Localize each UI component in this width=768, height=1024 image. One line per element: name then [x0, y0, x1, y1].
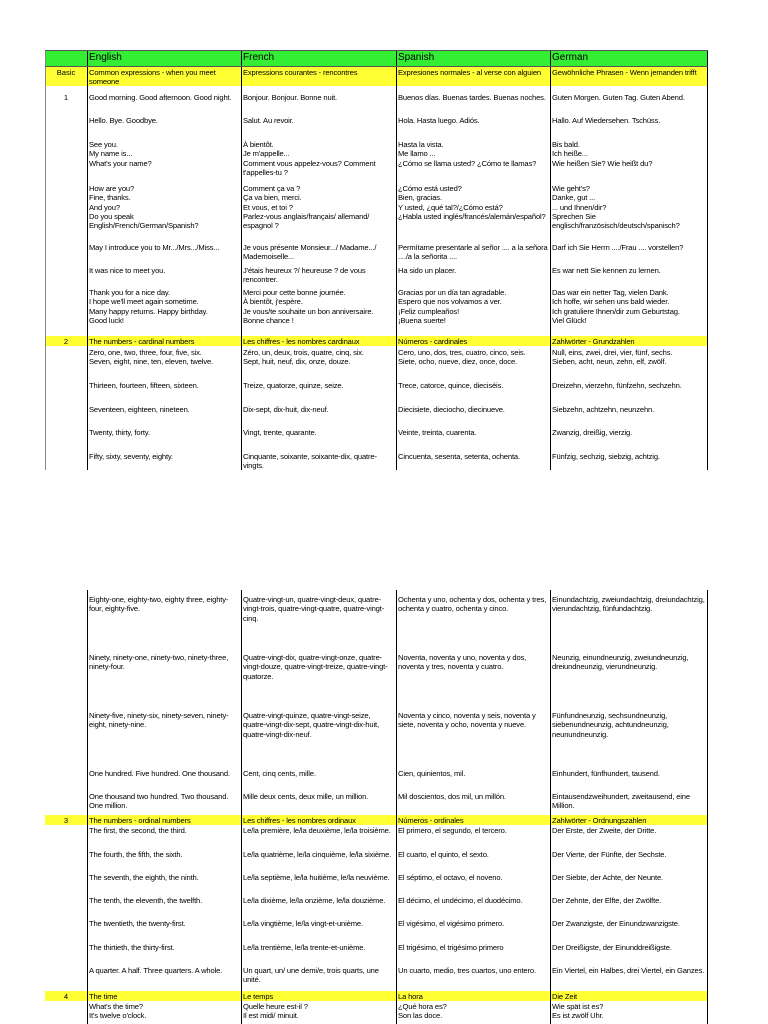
cell-es: El trigésimo, el trigésimo primero — [398, 943, 504, 952]
cell-de: Zwanzig, dreißig, vierzig. — [552, 428, 633, 437]
header-german: German — [552, 52, 589, 63]
cell-fr: Le/la dixième, le/la onzième, le/la douzième. — [243, 896, 386, 905]
cell-en: The tenth, the eleventh, the twelfth. — [89, 896, 203, 905]
cell-en: What's the time? It's twelve o'clock. — [89, 1002, 147, 1021]
cell-fr: Salut. Au revoir. — [243, 116, 294, 125]
cell-de: Einhundert, fünfhundert, tausend. — [552, 769, 660, 778]
section-number: 4 — [63, 992, 69, 1001]
section-header-de: Zahlwörter - Ordnungszahlen — [552, 816, 647, 825]
section-header-de: Zahlwörter - Grundzahlen — [552, 337, 635, 346]
cell-de: Der Zwanzigste, der Einundzwanzigste. — [552, 919, 680, 928]
section-header-fr: Les chiffres - les nombres ordinaux — [243, 816, 356, 825]
cell-en: It was nice to meet you. — [89, 266, 166, 275]
cell-fr: Le/la vingtième, le/la vingt-et-unième. — [243, 919, 363, 928]
cell-en: Hello. Bye. Goodbye. — [89, 116, 158, 125]
cell-en: The fourth, the fifth, the sixth. — [89, 850, 183, 859]
cell-en: Ninety, ninety-one, ninety-two, ninety-three, ninety-four. — [89, 653, 229, 672]
cell-fr: Cinquante, soixante, soixante-dix, quatre-vingts. — [243, 452, 377, 471]
cell-es: Hola. Hasta luego. Adiós. — [398, 116, 480, 125]
cell-en: A quarter. A half. Three quarters. A whole. — [89, 966, 223, 975]
cell-en: Fifty, sixty, seventy, eighty. — [89, 452, 173, 461]
cell-fr: Quelle heure est-il ? Il est midi/ minuit. — [243, 1002, 308, 1021]
cell-de: Siebzehn, achtzehn, neunzehn. — [552, 405, 655, 414]
section-header-en: The time — [89, 992, 118, 1001]
cell-de: Wie geht's? Danke, gut ... ... und Ihnen/dir? Sprechen Sie englisch/französisch/deutsch/spanisch? — [552, 184, 680, 231]
cell-es: Permítame presentarle al señor .... a la señora ..../a la señorita .... — [398, 243, 548, 262]
cell-en: May I introduce you to Mr.../Mrs.../Miss... — [89, 243, 220, 252]
section-header-en: The numbers - ordinal numbers — [89, 816, 191, 825]
cell-de: Es war nett Sie kennen zu lernen. — [552, 266, 661, 275]
cell-es: Ha sido un placer. — [398, 266, 457, 275]
cell-en: Seventeen, eighteen, nineteen. — [89, 405, 190, 414]
cell-en: Thank you for a nice day. I hope we'll meet again sometime. Many happy returns. Happy birthday. Good luck! — [89, 288, 208, 325]
cell-es: Noventa y cinco, noventa y seis, noventa y siete, noventa y ocho, noventa y nueve. — [398, 711, 536, 730]
section-header-es: Expresiones normales - al verse con alguien — [398, 68, 541, 77]
cell-en: Good morning. Good afternoon. Good night. — [89, 93, 232, 102]
cell-de: Eintausendzweihundert, zweitausend, eine Million. — [552, 792, 690, 811]
section-header-fr: Le temps — [243, 992, 274, 1001]
section-number: 2 — [63, 337, 69, 346]
cell-de: Null, eins, zwei, drei, vier, fünf, sechs. Sieben, acht, neun, zehn, elf, zwölf. — [552, 348, 673, 367]
section-header-en: Common expressions - when you meet someone — [89, 68, 216, 87]
cell-en: Thirteen, fourteen, fifteen, sixteen. — [89, 381, 199, 390]
header-english: English — [89, 52, 122, 63]
cell-de: Der Siebte, der Achte, der Neunte. — [552, 873, 663, 882]
cell-fr: Quatre-vingt-quinze, quatre-vingt-seize, quatre-vingt-dix-sept, quatre-vingt-dix-huit, quatre-vingt-dix-neuf. — [243, 711, 379, 739]
cell-es: Mil doscientos, dos mil, un millón. — [398, 792, 506, 801]
cell-en: One thousand two hundred. Two thousand. One million. — [89, 792, 229, 811]
cell-de: Dreizehn, vierzehn, fünfzehn, sechzehn. — [552, 381, 682, 390]
cell-fr: Merci pour cette bonne journée. À bientôt, j'espère. Je vous/te souhaite un bon anniversaire. Bonne chance ! — [243, 288, 374, 325]
cell-en: Zero, one, two, three, four, five, six. Seven, eight, nine, ten, eleven, twelve. — [89, 348, 214, 367]
cell-fr: Un quart, un/ une demi/e, trois quarts, une unité. — [243, 966, 379, 985]
cell-en: The first, the second, the third. — [89, 826, 187, 835]
cell-en: Eighty-one, eighty-two, eighty three, eighty-four, eighty-five. — [89, 595, 229, 614]
cell-de: Darf ich Sie Herrn ..../Frau .... vorstellen? — [552, 243, 684, 252]
cell-es: Ochenta y uno, ochenta y dos, ochenta y tres, ochenta y cuatro, ochenta y cinco. — [398, 595, 547, 614]
cell-es: Cincuenta, sesenta, setenta, ochenta. — [398, 452, 520, 461]
section-label-basic: Basic — [56, 68, 76, 77]
cell-fr: Le/la quatrième, le/la cinquième, le/la sixième. — [243, 850, 392, 859]
cell-fr: Dix-sept, dix-huit, dix-neuf. — [243, 405, 329, 414]
cell-de: Der Erste, der Zweite, der Dritte. — [552, 826, 657, 835]
cell-fr: Quatre-vingt-un, quatre-vingt-deux, quatre-vingt-trois, quatre-vingt-quatre, quatre-vingt-cinq. — [243, 595, 385, 623]
cell-fr: Le/la septième, le/la huitième, le/la neuvième. — [243, 873, 390, 882]
cell-es: El séptimo, el octavo, el noveno. — [398, 873, 503, 882]
section-header-de: Die Zeit — [552, 992, 577, 1001]
cell-fr: Quatre-vingt-dix, quatre-vingt-onze, quatre-vingt-douze, quatre-vingt-treize, quatre-vingt-quatorze. — [243, 653, 388, 681]
cell-de: Das war ein netter Tag, vielen Dank. Ich hoffe, wir sehen uns bald wieder. Ich gratuliere Ihnen/dir zum Geburtstag. Viel Glück! — [552, 288, 680, 325]
cell-es: Buenos días. Buenas tardes. Buenas noches. — [398, 93, 546, 102]
cell-es: El vigésimo, el vigésimo primero. — [398, 919, 505, 928]
cell-en: How are you? Fine, thanks. And you? Do you speak English/French/German/Spanish? — [89, 184, 199, 231]
cell-de: Der Zehnte, der Elfte, der Zwölfte. — [552, 896, 662, 905]
cell-fr: Vingt, trente, quarante. — [243, 428, 317, 437]
cell-en: The seventh, the eighth, the ninth. — [89, 873, 199, 882]
section-header-fr: Les chiffres - les nombres cardinaux — [243, 337, 360, 346]
section-header-fr: Expressions courantes - rencontres — [243, 68, 358, 77]
cell-fr: Treize, quatorze, quinze, seize. — [243, 381, 344, 390]
cell-de: Der Dreißigste, der Einunddreißigste. — [552, 943, 672, 952]
cell-es: Cero, uno, dos, tres, cuatro, cinco, seis. Siete, ocho, nueve, diez, once, doce. — [398, 348, 526, 367]
section-header-es: Números - ordinales — [398, 816, 464, 825]
section-header-es: Números - cardinales — [398, 337, 468, 346]
cell-es: Hasta la vista. Me llamo ... ¿Cómo se llama usted? ¿Cómo te llamas? — [398, 140, 537, 168]
cell-es: Cien, quinientos, mil. — [398, 769, 466, 778]
cell-fr: Comment ça va ? Ça va bien, merci. Et vous, et toi ? Parlez-vous anglais/français/ allemand/ espagnol ? — [243, 184, 370, 231]
cell-fr: À bientôt. Je m'appelle... Comment vous appelez-vous? Comment t'appelles-tu ? — [243, 140, 376, 177]
cell-en: The thirtieth, the thirty-first. — [89, 943, 175, 952]
cell-es: El cuarto, el quinto, el sexto. — [398, 850, 489, 859]
cell-fr: J'étais heureux ?/ heureuse ? de vous rencontrer. — [243, 266, 366, 285]
cell-de: Bis bald. Ich heiße... Wie heißen Sie? Wie heißt du? — [552, 140, 653, 168]
cell-en: See you. My name is... What's your name? — [89, 140, 152, 168]
cell-es: El primero, el segundo, el tercero. — [398, 826, 507, 835]
cell-en: One hundred. Five hundred. One thousand. — [89, 769, 230, 778]
cell-fr: Le/la trentième, le/la trente-et-unième. — [243, 943, 366, 952]
cell-de: Ein Viertel, ein Halbes, drei Viertel, ein Ganzes. — [552, 966, 705, 975]
cell-es: ¿Cómo está usted? Bien, gracias. Y usted, ¿qué tal?/¿Cómo está? ¿Habla usted inglés/francés/alemán/español? — [398, 184, 546, 221]
cell-de: Fünfundneunzig, sechsundneunzig, siebenundneunzig, achtundneunzig, neunundneunzig. — [552, 711, 669, 739]
cell-de: Neunzig, einundneunzig, zweiundneunzig, dreiundneunzig, vierundneunzig. — [552, 653, 689, 672]
cell-en: Twenty, thirty, forty. — [89, 428, 150, 437]
cell-en: Ninety-five, ninety-six, ninety-seven, ninety-eight, ninety-nine. — [89, 711, 229, 730]
cell-es: Diecisiete, dieciocho, diecinueve. — [398, 405, 505, 414]
section-header-de: Gewöhnliche Phrasen - Wenn jemanden trifft — [552, 68, 697, 77]
cell-de: Wie spät ist es? Es ist zwölf Uhr. — [552, 1002, 604, 1021]
cell-de: Einundachtzig, zweiundachtzig, dreiundachtzig, vierundachtzig, fünfundachtzig. — [552, 595, 705, 614]
section-header-en: The numbers - cardinal numbers — [89, 337, 195, 346]
cell-fr: Je vous présente Monsieur.../ Madame.../ Mademoiselle... — [243, 243, 377, 262]
cell-es: ¿Qué hora es? Son las doce. — [398, 1002, 447, 1021]
cell-de: Hallo. Auf Wiedersehen. Tschüss. — [552, 116, 661, 125]
cell-en: The twentieth, the twenty-first. — [89, 919, 186, 928]
section-number: 1 — [63, 93, 69, 102]
cell-fr: Cent, cinq cents, mille. — [243, 769, 316, 778]
cell-fr: Mille deux cents, deux mille, un million. — [243, 792, 369, 801]
cell-es: Noventa, noventa y uno, noventa y dos, noventa y tres, noventa y cuatro. — [398, 653, 527, 672]
cell-fr: Bonjour. Bonjour. Bonne nuit. — [243, 93, 338, 102]
header-french: French — [243, 52, 275, 63]
header-spanish: Spanish — [398, 52, 435, 63]
header-band — [45, 50, 708, 66]
cell-fr: Zéro, un, deux, trois, quatre, cinq, six. Sept, huit, neuf, dix, onze, douze. — [243, 348, 364, 367]
cell-es: El décimo, el undécimo, el duodécimo. — [398, 896, 523, 905]
section-header-es: La hora — [398, 992, 423, 1001]
cell-es: Un cuarto, medio, tres cuartos, uno entero. — [398, 966, 536, 975]
cell-de: Fünfzig, sechzig, siebzig, achtzig. — [552, 452, 660, 461]
cell-fr: Le/la première, le/la deuxième, le/la troisième. — [243, 826, 391, 835]
section-number: 3 — [63, 816, 69, 825]
cell-es: Veinte, treinta, cuarenta. — [398, 428, 477, 437]
cell-de: Der Vierte, der Fünfte, der Sechste. — [552, 850, 667, 859]
cell-es: Trece, catorce, quince, dieciséis. — [398, 381, 504, 390]
cell-es: Gracias por un día tan agradable. Espero que nos volvamos a ver. ¡Feliz cumpleaños! ¡Buena suerte! — [398, 288, 507, 325]
cell-de: Guten Morgen. Guten Tag. Guten Abend. — [552, 93, 685, 102]
